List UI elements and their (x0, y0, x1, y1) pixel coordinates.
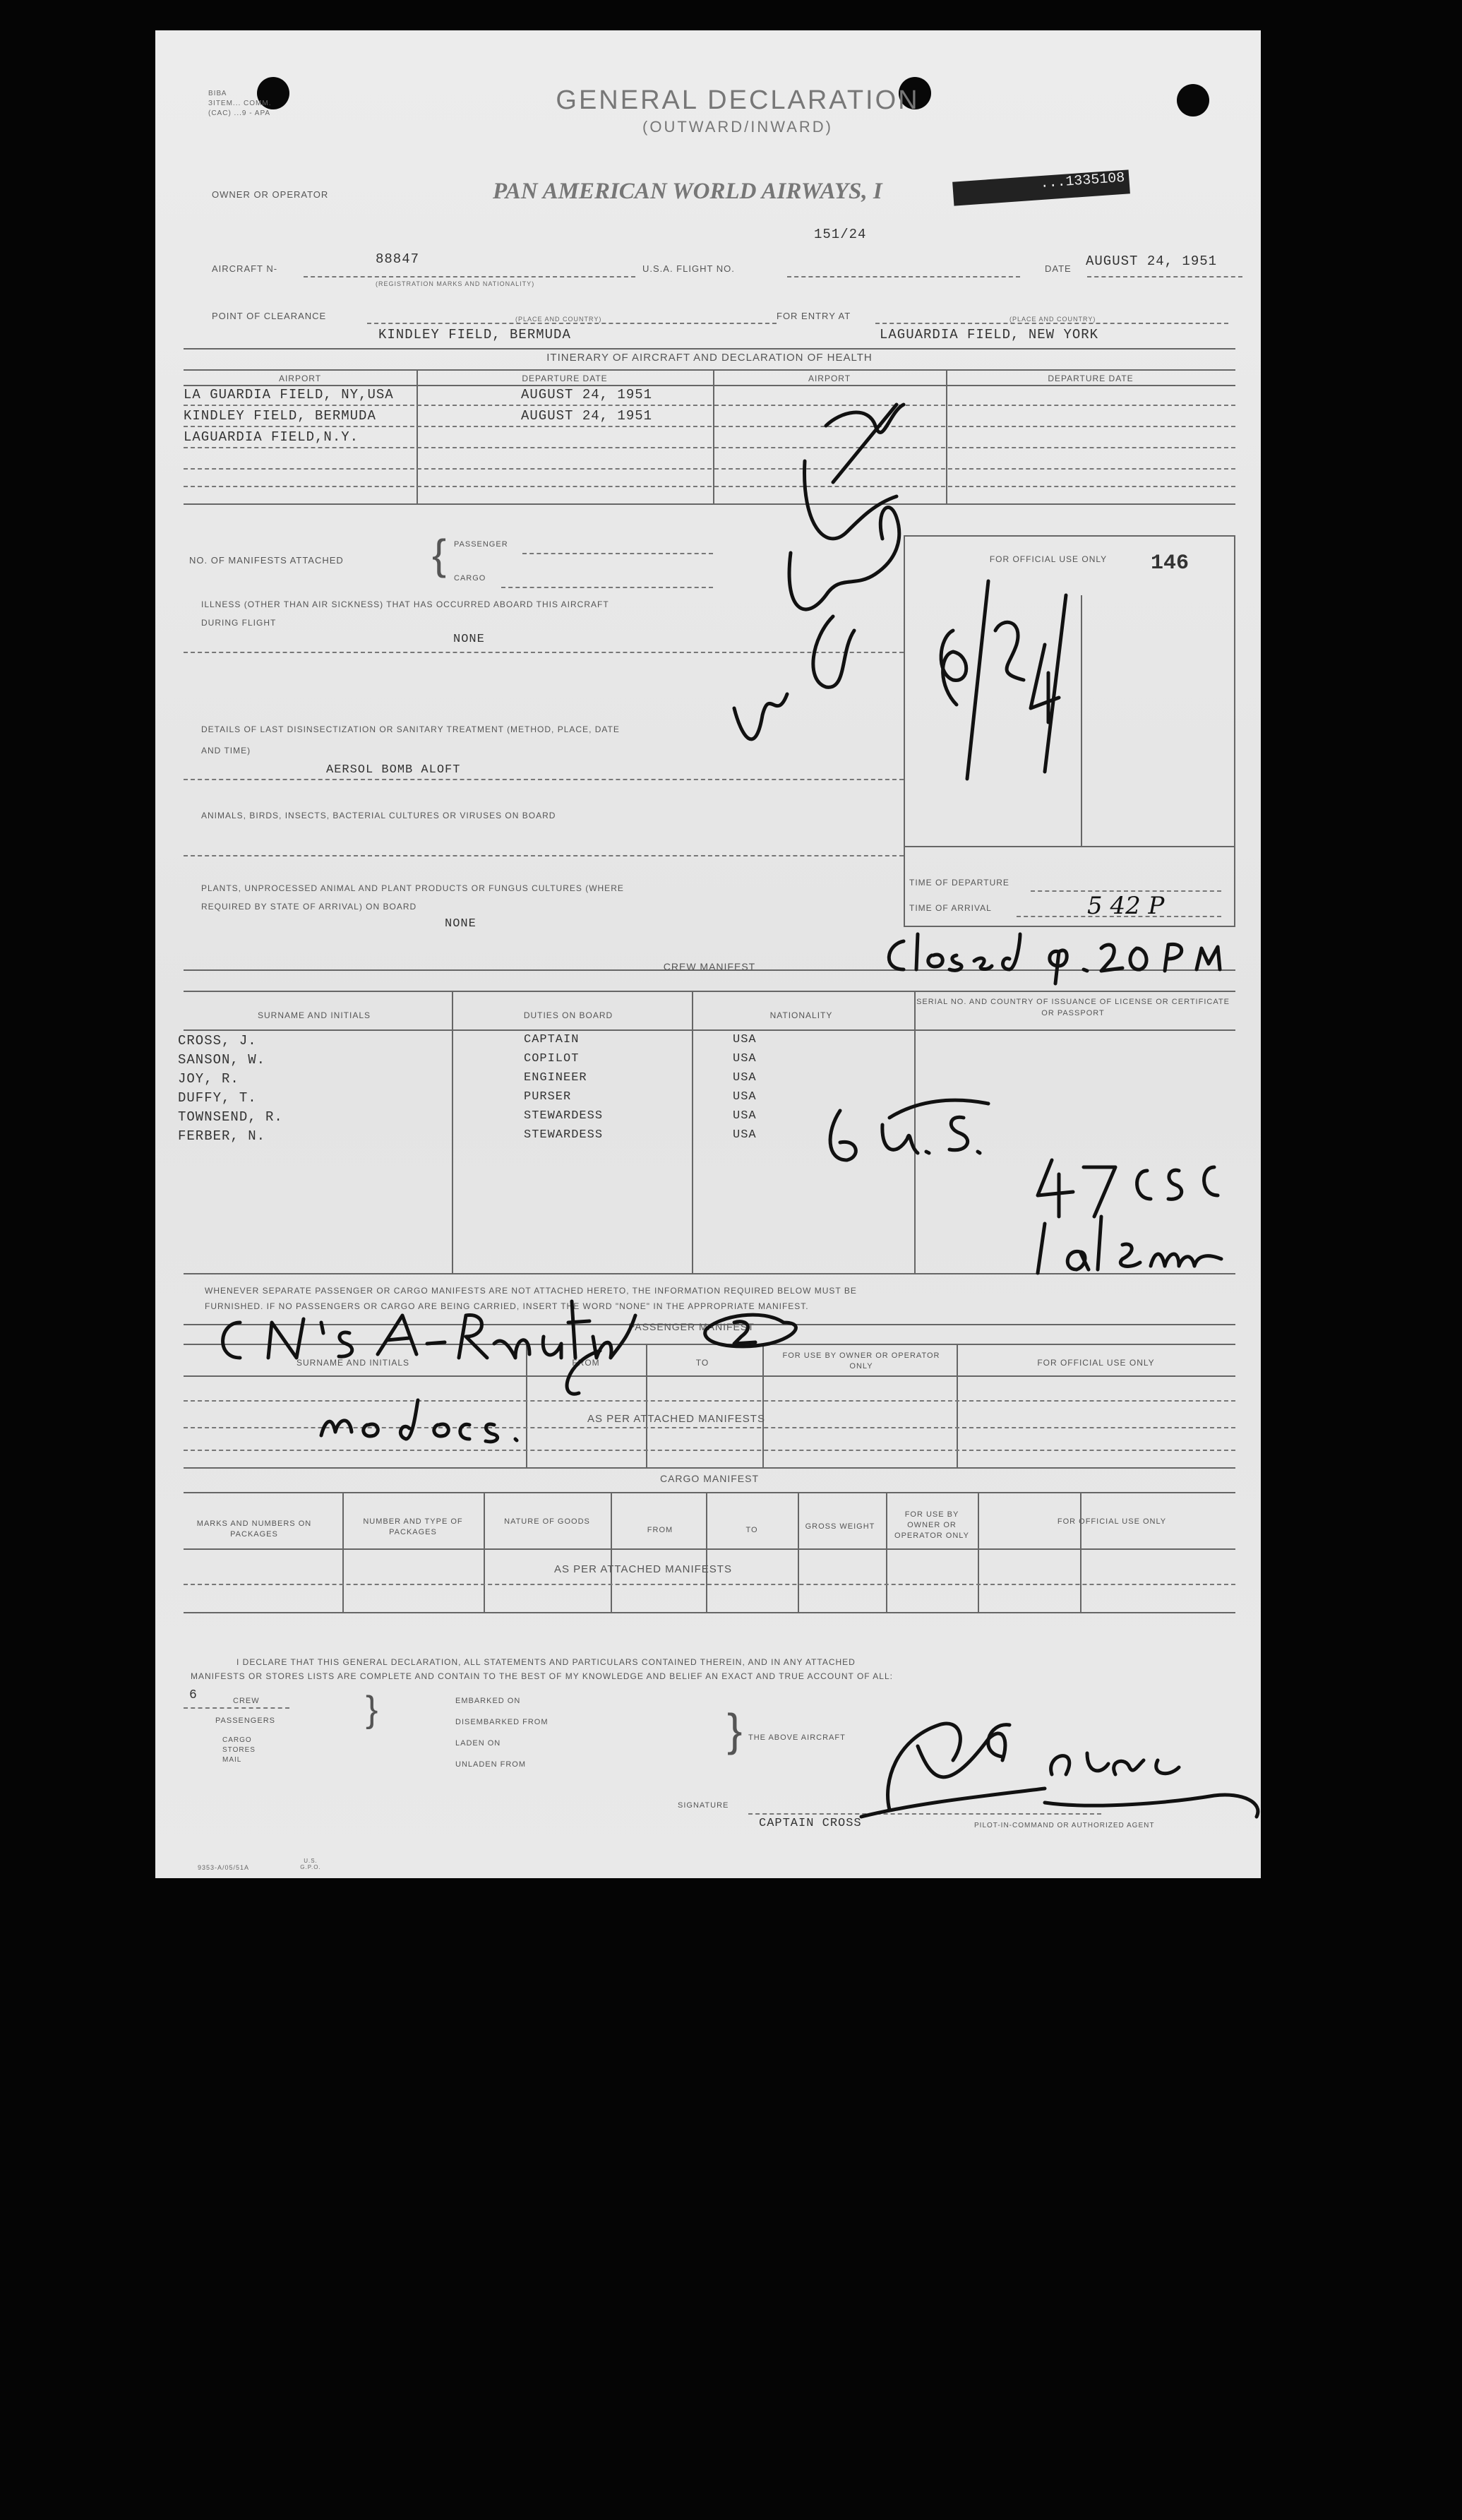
manifests-label: NO. OF MANIFESTS ATTACHED (189, 555, 344, 566)
crew-row-nationality: USA (733, 1052, 757, 1065)
manifest-passenger-label: PASSENGER (454, 540, 508, 549)
declaration-mail-label: MAIL (222, 1756, 242, 1764)
passenger-manifest-note: AS PER ATTACHED MANIFESTS (587, 1413, 765, 1425)
manifest-cargo-label: CARGO (454, 574, 486, 583)
crew-row-name: SANSON, W. (178, 1052, 266, 1068)
form-code: 9353-A/05/51A (198, 1864, 250, 1871)
illness-value: NONE (453, 633, 485, 646)
plants-label: PLANTS, UNPROCESSED ANIMAL AND PLANT PRODUCTS OR FUNGUS CULTURES (WHERE (201, 883, 624, 893)
aircraft-label: AIRCRAFT N- (212, 263, 278, 274)
declaration-text: I DECLARE THAT THIS GENERAL DECLARATION, ALL STATEMENTS AND PARTICULARS CONTAINED THEREIN, AND IN ANY ATTACHED (236, 1657, 856, 1667)
crew-row-name: TOWNSEND, R. (178, 1109, 283, 1125)
owner-label: OWNER OR OPERATOR (212, 189, 329, 200)
handwritten-date (925, 539, 1080, 793)
itinerary-row-airport: LA GUARDIA FIELD, NY,USA (184, 387, 394, 402)
clearance-caption: (PLACE AND COUNTRY) (515, 316, 602, 323)
illness-label-2: DURING FLIGHT (201, 618, 277, 628)
crew-row-duty: STEWARDESS (524, 1109, 604, 1123)
cargo-header-marks: MARKS AND NUMBERS ON PACKAGES (196, 1519, 312, 1539)
entry-value: LAGUARDIA FIELD, NEW YORK (880, 327, 1099, 342)
crew-row-name: JOY, R. (178, 1071, 239, 1087)
cargo-header-nature: NATURE OF GOODS (504, 1517, 590, 1526)
itinerary-row-airport: KINDLEY FIELD, BERMUDA (184, 408, 376, 424)
aircraft-value: 88847 (376, 251, 420, 267)
handwritten-signature (777, 1697, 1261, 1838)
crew-manifest-heading: CREW MANIFEST (663, 961, 756, 972)
crew-note: WHENEVER SEPARATE PASSENGER OR CARGO MANIFESTS ARE NOT ATTACHED HERETO, THE INFORMATION REQUIRED BELOW MUST BE (205, 1286, 857, 1296)
clearance-value: KINDLEY FIELD, BERMUDA (378, 327, 571, 342)
flight-value: 151/24 (814, 227, 867, 242)
embarked-label: EMBARKED ON (455, 1697, 521, 1705)
passenger-header-to: TO (695, 1358, 709, 1368)
itinerary-header-airport: AIRPORT (278, 374, 322, 383)
cargo-header-weight: GROSS WEIGHT (805, 1522, 875, 1531)
crew-row-name: DUFFY, T. (178, 1090, 257, 1106)
crew-header-nationality: NATIONALITY (769, 1010, 833, 1020)
passenger-header-official: FOR OFFICIAL USE ONLY (1037, 1358, 1155, 1368)
owner-value: PAN AMERICAN WORLD AIRWAYS, I (493, 179, 882, 204)
declaration-text-2: MANIFESTS OR STORES LISTS ARE COMPLETE AND CONTAIN TO THE BEST OF MY KNOWLEDGE AND BELIEF AN EXACT AND TRUE ACCOUNT OF ALL: (191, 1671, 893, 1681)
official-use-number: 146 (1151, 551, 1190, 575)
itinerary-row-airport: LAGUARDIA FIELD,N.Y. (184, 429, 359, 445)
cargo-header-to: TO (745, 1526, 758, 1534)
crew-row-duty: ENGINEER (524, 1071, 587, 1085)
crew-row-duty: COPILOT (524, 1052, 580, 1065)
itinerary-row-date: AUGUST 24, 1951 (521, 408, 653, 424)
declaration-crew-label: CREW (233, 1697, 260, 1705)
time-of-arrival-label: TIME OF ARRIVAL (909, 903, 992, 913)
plants-label-2: REQUIRED BY STATE OF ARRIVAL) ON BOARD (201, 902, 417, 912)
itinerary-row-date: AUGUST 24, 1951 (521, 387, 653, 402)
passenger-manifest-heading: PASSENGER MANIFEST (628, 1321, 755, 1332)
disinsect-label: DETAILS OF LAST DISINSECTIZATION OR SANITARY TREATMENT (METHOD, PLACE, DATE (201, 724, 620, 734)
declaration-crew-count: 6 (189, 1688, 198, 1702)
crew-row-duty: STEWARDESS (524, 1128, 604, 1142)
page-title: GENERAL DECLARATION (556, 85, 920, 115)
above-aircraft-label: THE ABOVE AIRCRAFT (748, 1733, 846, 1742)
handwritten-code-b (1009, 1202, 1242, 1280)
crew-header-name: SURNAME AND INITIALS (257, 1010, 371, 1020)
cargo-header-number: NUMBER AND TYPE OF PACKAGES (363, 1517, 463, 1536)
stamp: ...1335108 (952, 169, 1130, 205)
handwritten-crew-count (805, 1075, 1038, 1181)
crew-header-serial: SERIAL NO. AND COUNTRY OF ISSUANCE OF LICENSE OR CERTIFICATE OR PASSPORT (916, 998, 1230, 1017)
usa-flight-label: U.S.A. FLIGHT NO. (642, 263, 735, 274)
cargo-manifest-heading: CARGO MANIFEST (659, 1473, 759, 1484)
cargo-header-from: FROM (647, 1526, 673, 1534)
handwritten-closed-note (875, 927, 1242, 991)
cargo-manifest-note: AS PER ATTACHED MANIFESTS (554, 1563, 732, 1575)
disembarked-label: DISEMBARKED FROM (455, 1718, 549, 1726)
date-label: DATE (1045, 263, 1072, 274)
signer-caption: PILOT-IN-COMMAND OR AUTHORIZED AGENT (974, 1822, 1155, 1829)
cargo-header-owner: FOR USE BY OWNER OR OPERATOR ONLY (894, 1510, 969, 1540)
crew-row-nationality: USA (733, 1128, 757, 1142)
crew-note-2: FURNISHED. IF NO PASSENGERS OR CARGO ARE BEING CARRIED, INSERT THE WORD "NONE" IN THE APPROPRIATE MANIFEST. (205, 1301, 809, 1311)
time-of-arrival-value: 5 42 P (1087, 892, 1165, 920)
entry-caption: (PLACE AND COUNTRY) (1009, 316, 1096, 323)
crew-row-nationality: USA (733, 1109, 757, 1123)
handwritten-passenger-note (198, 1294, 833, 1457)
passenger-header-owner: FOR USE BY OWNER OR OPERATOR ONLY (782, 1351, 940, 1371)
declaration-stores-label: STORES (222, 1746, 256, 1754)
passenger-header-from: FROM (572, 1358, 600, 1368)
date-value: AUGUST 24, 1951 (1086, 253, 1218, 269)
official-use-label: FOR OFFICIAL USE ONLY (989, 554, 1108, 564)
itinerary-header-airport-2: AIRPORT (808, 374, 851, 383)
itinerary-header-date-2: DEPARTURE DATE (1048, 374, 1134, 383)
animals-label: ANIMALS, BIRDS, INSECTS, BACTERIAL CULTURES OR VIRUSES ON BOARD (201, 811, 556, 820)
disinsect-value: AERSOL BOMB ALOFT (326, 763, 461, 777)
gpo-seal: U.S. G.P.O. (300, 1858, 321, 1870)
entry-label: FOR ENTRY AT (777, 311, 851, 321)
crew-row-name: CROSS, J. (178, 1033, 257, 1049)
declaration-passengers-label: PASSENGERS (215, 1716, 275, 1725)
crew-row-nationality: USA (733, 1090, 757, 1104)
declaration-cargo-label: CARGO (222, 1736, 252, 1744)
signer-name: CAPTAIN CROSS (759, 1817, 862, 1830)
time-of-departure-label: TIME OF DEPARTURE (909, 878, 1009, 888)
handwritten-officer-initials (664, 383, 932, 793)
page-subtitle: (OUTWARD/INWARD) (642, 118, 833, 136)
passenger-header-name: SURNAME AND INITIALS (296, 1358, 410, 1368)
punch-hole (1177, 84, 1209, 117)
clearance-label: POINT OF CLEARANCE (212, 311, 327, 321)
itinerary-heading: ITINERARY OF AIRCRAFT AND DECLARATION OF HEALTH (546, 352, 873, 364)
corner-text-3: (CAC) ...9 - APA (208, 109, 271, 117)
cargo-header-official: FOR OFFICIAL USE ONLY (1057, 1517, 1167, 1526)
crew-row-name: FERBER, N. (178, 1128, 266, 1144)
crew-row-duty: CAPTAIN (524, 1033, 580, 1046)
itinerary-header-date: DEPARTURE DATE (522, 374, 608, 383)
aircraft-caption: (REGISTRATION MARKS AND NATIONALITY) (376, 280, 535, 287)
crew-row-nationality: USA (733, 1033, 757, 1046)
disinsect-label-2: AND TIME) (201, 746, 251, 756)
unladen-label: UNLADEN FROM (455, 1760, 527, 1769)
plants-value: NONE (445, 917, 477, 931)
laden-label: LADEN ON (455, 1739, 501, 1748)
corner-text-2: ЗІТЕМ... COMM. (208, 100, 272, 107)
crew-row-nationality: USA (733, 1071, 757, 1085)
illness-label: ILLNESS (OTHER THAN AIR SICKNESS) THAT HAS OCCURRED ABOARD THIS AIRCRAFT (201, 599, 609, 609)
corner-text-1: ВІВА (208, 90, 227, 97)
signature-label: SIGNATURE (678, 1801, 729, 1810)
crew-row-duty: PURSER (524, 1090, 572, 1104)
general-declaration-document: ВІВА ЗІТЕМ... COMM. (CAC) ...9 - APA GENERAL DECLARATION (OUTWARD/INWARD) OWNER OR OPERATOR PAN AMERICAN WORLD AIRWAYS, I ...1335108 AIRCRAFT N- 88847 (REGISTRATION MARKS AND NATIONALITY) U.S.A. FLIGHT NO. 151/24 DATE AUGUST 24, 1951 POINT OF CLEARANCE (PLACE AND COUNTRY) KINDLEY FIELD, BERMUDA FOR ENTRY AT (PLACE AND COUNTRY) LAGUARDIA FIELD, NEW YORK ITINERARY OF AIRCRAFT AND DECLARATION OF HEALTH AIRPORT DEPARTURE DATE AIRPORT DEPARTURE DATE LA GUARDIA FIELD, NY,USA AUGUST 24, 1951 KINDLEY FIELD, BERMUDA AUGUST 24, 1951 LAGUARDIA FIELD,N.Y. NO. OF MANIFESTS ATTACHED { PASSENGER CARGO ILLNESS (OTHER THAN AIR SICKNESS) THAT HAS OCCURRED ABOARD THIS AIRCRAFT DURING FLIGHT NONE DETAILS OF LAST DISINSECTIZATION OR SANITARY TREATMENT (METHOD, PLACE, DATE AND TIME) AERSOL BOMB ALOFT ANIMALS, BIRDS, INSECTS, BACTERIAL CULTURES OR VIRUSES ON BOARD PLANTS, UNPROCESSED ANIMAL AND PLANT PRODUCTS OR FUNGUS CULTURES (WHERE REQUIRED BY STATE OF ARRIVAL) ON BOARD NONE FOR OFFICIAL USE ONLY 146 TIME OF DEPARTURE TIME OF ARRIVAL 5 42 P CREW MANIFEST SURNAME AND INITIALS DUTIES ON BOARD NATIONALITY SERIAL NO. AND COUNTRY OF ISSUANCE OF LICENSE OR CERTIFICATE OR PASSPORT CROSS, J. CAPTAIN USA SANSON, W. COPILOT USA JOY, R. ENGINEER USA DUFFY, T. PURSER USA TOWNSEND, R. STEWARDESS USA FERBER, N. STEWARDESS USA WHENEVER SEPARATE PASSENGER OR CARGO MANIFESTS ARE NOT ATTACHED HERETO, THE INFORMATION REQUIRED BELOW MUST BE FURNISHED. IF NO PASSENGERS OR CARGO ARE BEING CARRIED, INSERT THE WORD "NONE" IN THE APPROPRIATE MANIFEST. PASSENGER MANIFEST SURNAME AND INITIALS FROM TO FOR USE BY OWNER OR OPERATOR ONLY FOR OFFICIAL USE ONLY AS PER ATTACHED MANIFESTS CARGO MANIFEST MARKS AND NUMBERS ON PACKAGES NUMBER AND TYPE OF PACKAGES NATURE OF GOODS FROM TO GROSS WEIGHT FOR USE BY OWNER OR OPERATOR ONLY FOR OFFICIAL USE ONLY AS PER ATTACHED MANIFESTS I DECLARE THAT THIS GENERAL DECLARATION, ALL STATEMENTS AND PARTICULARS CONTAINED THEREIN, AND IN ANY ATTACHED MANIFESTS OR STORES LISTS ARE COMPLETE AND CONTAIN TO THE BEST OF MY KNOWLEDGE AND BELIEF AN EXACT AND TRUE ACCOUNT OF ALL: 6 CREW PASSENGERS CARGO STORES MAIL } EMBARKED ON DISEMBARKED FROM LADEN ON UNLADEN FROM } THE ABOVE AIRCRAFT SIGNATURE CAPTAIN CROSS PILOT-IN-COMMAND OR AUTHORIZED AGENT 9353-A/05/51A U.S. G.P.O. (155, 30, 1261, 1878)
crew-header-duties: DUTIES ON BOARD (523, 1010, 613, 1020)
